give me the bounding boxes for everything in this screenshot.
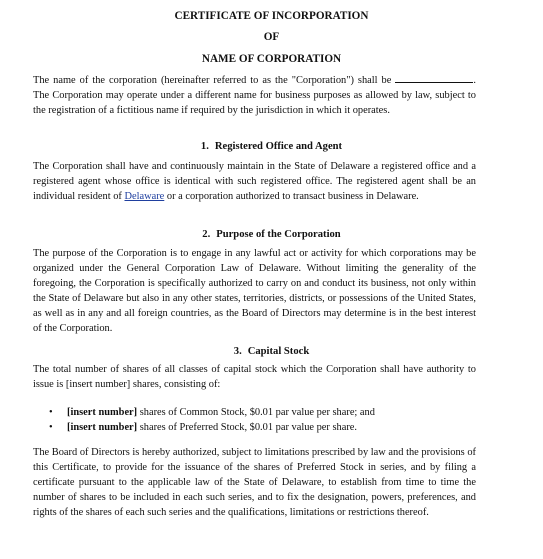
section-1-text-b: or a corporation authorized to transact business in Delaware. xyxy=(164,191,419,202)
section-1-paragraph xyxy=(33,159,476,204)
list-item xyxy=(33,405,476,420)
section-1-text-a: The Corporation shall have and continuously maintain in the State of Delaware a registered office and a registered agent whose office is identical with such registered office. The registered agent shall be an individual resident of xyxy=(33,161,476,202)
section-1-number: 1. xyxy=(200,141,209,152)
certificate-title: CERTIFICATE OF INCORPORATION xyxy=(174,10,369,22)
section-2-heading xyxy=(0,227,543,242)
section-1-title: Registered Office and Agent xyxy=(214,141,343,152)
corporation-name-heading: NAME OF CORPORATION xyxy=(201,53,342,65)
list-item xyxy=(33,420,476,435)
corporation-name-blank[interactable] xyxy=(395,72,473,83)
section-2-number: 2. xyxy=(202,229,211,240)
preferred-stock-count: [insert number] xyxy=(67,422,138,433)
intro-text-1: The name of the corporation (hereinafter referred to as the "Corporation") shall be xyxy=(33,75,392,86)
delaware-link[interactable]: Delaware xyxy=(124,191,165,202)
section-3-heading xyxy=(0,344,543,359)
section-3-title: Capital Stock xyxy=(247,346,310,357)
common-stock-count: [insert number] xyxy=(67,407,138,418)
preferred-stock-text: shares of Preferred Stock, $0.01 par value per share. xyxy=(137,422,357,433)
share-classes-list xyxy=(33,405,476,435)
intro-text-2: . The Corporation may operate under a different name for business purposes as allowed by law, subject to the registration of a fictitious name if required by the jurisdiction in which it operates. xyxy=(33,75,476,116)
common-stock-text: shares of Common Stock, $0.01 par value per share; and xyxy=(137,407,375,418)
intro-paragraph xyxy=(33,72,476,118)
section-3-number: 3. xyxy=(233,346,242,357)
bullet-icon: • xyxy=(49,422,53,433)
title-of: OF xyxy=(263,31,280,43)
closing-paragraph: The Board of Directors is hereby authorized, subject to limitations prescribed by law and the provisions of this Certificate, to provide for the issuance of the shares of Preferred Stock in series, and by filing a certificate pursuant to the applicable law of the State of Delaware, to establish from time to time the number of shares to be included in each such series, and to fix the designation, powers, preferences, and rights of the shares of each such series and the qualifications, limitations or restrictions thereof. xyxy=(33,447,476,518)
section-3-paragraph: The total number of shares of all classes of capital stock which the Corporation shall have authority to issue is [insert number] shares, consisting of: xyxy=(33,364,476,390)
bullet-icon: • xyxy=(49,407,53,418)
section-2-paragraph: The purpose of the Corporation is to engage in any lawful act or activity for which corporations may be organized under the General Corporation Law of Delaware. Without limiting the generality of the foregoing, the Corporation is specifically authorized to carry on and conduct its business, not only within the State of Delaware but also in any other states, territories, districts, or possessions of the United States, as well as in any and all foreign countries, as the Board of Directors may determine is in the best interest of the Corporation. xyxy=(33,248,476,334)
section-1-heading xyxy=(0,139,543,154)
section-2-title: Purpose of the Corporation xyxy=(216,229,341,240)
